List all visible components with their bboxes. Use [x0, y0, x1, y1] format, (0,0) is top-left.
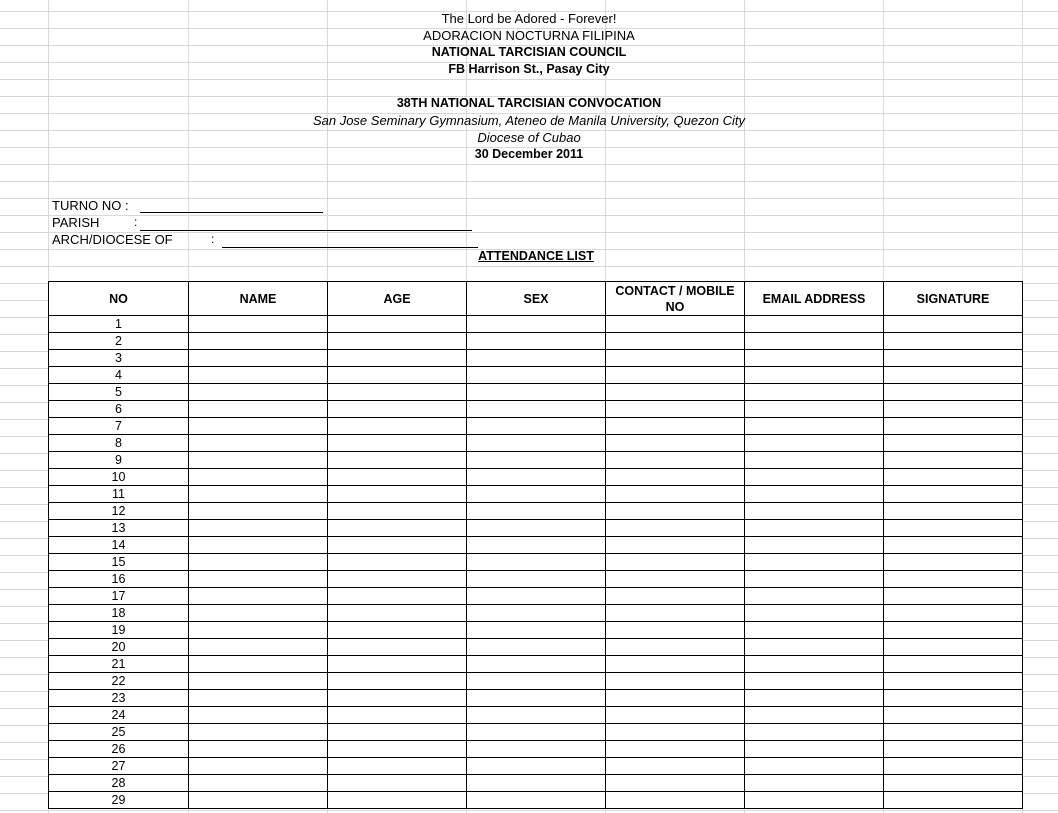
signature-cell[interactable] [884, 401, 1023, 418]
age-cell[interactable] [328, 639, 467, 656]
sex-cell[interactable] [467, 724, 606, 741]
sex-cell[interactable] [467, 503, 606, 520]
row-number: 18 [49, 605, 189, 622]
name-cell[interactable] [189, 571, 328, 588]
email-cell[interactable] [745, 435, 884, 452]
table-row [49, 554, 1023, 571]
signature-cell[interactable] [884, 520, 1023, 537]
table-row [49, 418, 1023, 435]
turno-field-line[interactable] [140, 212, 323, 213]
table-row [49, 435, 1023, 452]
contact-cell[interactable] [606, 622, 745, 639]
email-cell[interactable] [745, 741, 884, 758]
contact-cell[interactable] [606, 469, 745, 486]
sex-cell[interactable] [467, 622, 606, 639]
name-cell[interactable] [189, 639, 328, 656]
email-cell[interactable] [745, 350, 884, 367]
contact-cell[interactable] [606, 503, 745, 520]
row-number: 9 [49, 452, 189, 469]
sex-cell[interactable] [467, 656, 606, 673]
age-cell[interactable] [328, 622, 467, 639]
email-cell[interactable] [745, 673, 884, 690]
contact-cell[interactable] [606, 316, 745, 333]
contact-cell[interactable] [606, 656, 745, 673]
sex-cell[interactable] [467, 775, 606, 792]
row-number: 6 [49, 401, 189, 418]
table-row [49, 316, 1023, 333]
table-row [49, 741, 1023, 758]
row-number: 14 [49, 537, 189, 554]
name-cell[interactable] [189, 316, 328, 333]
contact-cell[interactable] [606, 792, 745, 809]
contact-cell[interactable] [606, 605, 745, 622]
signature-cell[interactable] [884, 418, 1023, 435]
age-cell[interactable] [328, 367, 467, 384]
sex-cell[interactable] [467, 707, 606, 724]
name-cell[interactable] [189, 622, 328, 639]
email-cell[interactable] [745, 792, 884, 809]
row-number: 16 [49, 571, 189, 588]
email-cell[interactable] [745, 622, 884, 639]
sex-cell[interactable] [467, 741, 606, 758]
sex-cell[interactable] [467, 469, 606, 486]
age-cell[interactable] [328, 384, 467, 401]
signature-cell[interactable] [884, 775, 1023, 792]
age-cell[interactable] [328, 554, 467, 571]
email-cell[interactable] [745, 775, 884, 792]
name-cell[interactable] [189, 588, 328, 605]
diocese-colon: : [211, 232, 215, 246]
table-row [49, 673, 1023, 690]
name-cell[interactable] [189, 486, 328, 503]
sex-cell[interactable] [467, 571, 606, 588]
age-cell[interactable] [328, 707, 467, 724]
row-number: 19 [49, 622, 189, 639]
name-cell[interactable] [189, 775, 328, 792]
signature-cell[interactable] [884, 367, 1023, 384]
contact-cell[interactable] [606, 401, 745, 418]
name-cell[interactable] [189, 350, 328, 367]
age-cell[interactable] [328, 605, 467, 622]
sex-cell[interactable] [467, 367, 606, 384]
sex-cell[interactable] [467, 384, 606, 401]
signature-cell[interactable] [884, 554, 1023, 571]
signature-cell[interactable] [884, 690, 1023, 707]
name-cell[interactable] [189, 503, 328, 520]
table-row [49, 333, 1023, 350]
header-no: NO [49, 282, 189, 316]
row-number: 17 [49, 588, 189, 605]
age-cell[interactable] [328, 537, 467, 554]
table-row [49, 401, 1023, 418]
age-cell[interactable] [328, 690, 467, 707]
signature-cell[interactable] [884, 792, 1023, 809]
header-organization: ADORACION NOCTURNA FILIPINA [423, 28, 635, 43]
row-number: 4 [49, 367, 189, 384]
contact-cell[interactable] [606, 758, 745, 775]
table-row [49, 656, 1023, 673]
row-number: 29 [49, 792, 189, 809]
age-cell[interactable] [328, 469, 467, 486]
name-cell[interactable] [189, 707, 328, 724]
name-cell[interactable] [189, 656, 328, 673]
row-number: 13 [49, 520, 189, 537]
contact-cell[interactable] [606, 452, 745, 469]
name-cell[interactable] [189, 469, 328, 486]
age-cell[interactable] [328, 656, 467, 673]
signature-cell[interactable] [884, 384, 1023, 401]
event-venue: San Jose Seminary Gymnasium, Ateneo de Manila University, Quezon City [312, 113, 746, 128]
contact-cell[interactable] [606, 554, 745, 571]
event-date: 30 December 2011 [474, 147, 584, 161]
signature-cell[interactable] [884, 503, 1023, 520]
sex-cell[interactable] [467, 316, 606, 333]
row-number: 8 [49, 435, 189, 452]
row-number: 11 [49, 486, 189, 503]
age-cell[interactable] [328, 486, 467, 503]
event-diocese: Diocese of Cubao [477, 130, 581, 145]
header-address: FB Harrison St., Pasay City [448, 62, 610, 76]
email-cell[interactable] [745, 724, 884, 741]
age-cell[interactable] [328, 401, 467, 418]
table-row [49, 537, 1023, 554]
name-cell[interactable] [189, 333, 328, 350]
table-row [49, 690, 1023, 707]
email-cell[interactable] [745, 605, 884, 622]
email-cell[interactable] [745, 384, 884, 401]
age-cell[interactable] [328, 571, 467, 588]
signature-cell[interactable] [884, 724, 1023, 741]
name-cell[interactable] [189, 537, 328, 554]
contact-cell[interactable] [606, 741, 745, 758]
name-cell[interactable] [189, 605, 328, 622]
age-cell[interactable] [328, 724, 467, 741]
sex-cell[interactable] [467, 639, 606, 656]
signature-cell[interactable] [884, 639, 1023, 656]
name-cell[interactable] [189, 435, 328, 452]
sex-cell[interactable] [467, 605, 606, 622]
contact-cell[interactable] [606, 724, 745, 741]
header-council: NATIONAL TARCISIAN COUNCIL [431, 45, 627, 59]
table-row [49, 639, 1023, 656]
contact-cell[interactable] [606, 673, 745, 690]
header-age: AGE [328, 282, 467, 316]
table-header-row [49, 282, 1023, 316]
sex-cell[interactable] [467, 673, 606, 690]
sex-cell[interactable] [467, 520, 606, 537]
parish-colon: : [134, 215, 138, 229]
age-cell[interactable] [328, 503, 467, 520]
sex-cell[interactable] [467, 435, 606, 452]
age-cell[interactable] [328, 333, 467, 350]
table-row [49, 775, 1023, 792]
contact-cell[interactable] [606, 588, 745, 605]
row-number: 28 [49, 775, 189, 792]
table-row [49, 758, 1023, 775]
contact-cell[interactable] [606, 350, 745, 367]
sex-cell[interactable] [467, 690, 606, 707]
signature-cell[interactable] [884, 758, 1023, 775]
row-number: 1 [49, 316, 189, 333]
table-row [49, 520, 1023, 537]
name-cell[interactable] [189, 401, 328, 418]
email-cell[interactable] [745, 554, 884, 571]
contact-cell[interactable] [606, 384, 745, 401]
email-cell[interactable] [745, 401, 884, 418]
email-cell[interactable] [745, 656, 884, 673]
attendance-list-title: ATTENDANCE LIST [478, 249, 594, 263]
table-row [49, 571, 1023, 588]
table-row [49, 622, 1023, 639]
age-cell[interactable] [328, 792, 467, 809]
sex-cell[interactable] [467, 537, 606, 554]
email-cell[interactable] [745, 452, 884, 469]
age-cell[interactable] [328, 452, 467, 469]
attendance-table [48, 281, 1023, 809]
row-number: 26 [49, 741, 189, 758]
row-number: 7 [49, 418, 189, 435]
name-cell[interactable] [189, 792, 328, 809]
row-number: 10 [49, 469, 189, 486]
age-cell[interactable] [328, 673, 467, 690]
email-cell[interactable] [745, 333, 884, 350]
contact-cell[interactable] [606, 367, 745, 384]
header-name: NAME [189, 282, 328, 316]
table-row [49, 605, 1023, 622]
signature-cell[interactable] [884, 622, 1023, 639]
table-row [49, 792, 1023, 809]
signature-cell[interactable] [884, 741, 1023, 758]
signature-cell[interactable] [884, 571, 1023, 588]
contact-cell[interactable] [606, 775, 745, 792]
name-cell[interactable] [189, 452, 328, 469]
row-number: 27 [49, 758, 189, 775]
contact-cell[interactable] [606, 707, 745, 724]
table-row [49, 350, 1023, 367]
row-number: 23 [49, 690, 189, 707]
header-sex: SEX [467, 282, 606, 316]
diocese-field-line[interactable] [222, 247, 478, 248]
email-cell[interactable] [745, 418, 884, 435]
turno-label: TURNO NO : [52, 198, 129, 213]
sex-cell[interactable] [467, 418, 606, 435]
sex-cell[interactable] [467, 350, 606, 367]
table-row [49, 367, 1023, 384]
signature-cell[interactable] [884, 605, 1023, 622]
signature-cell[interactable] [884, 333, 1023, 350]
age-cell[interactable] [328, 758, 467, 775]
row-number: 24 [49, 707, 189, 724]
header-signature: SIGNATURE [884, 282, 1023, 316]
row-number: 20 [49, 639, 189, 656]
sex-cell[interactable] [467, 333, 606, 350]
name-cell[interactable] [189, 673, 328, 690]
signature-cell[interactable] [884, 486, 1023, 503]
email-cell[interactable] [745, 690, 884, 707]
table-row [49, 384, 1023, 401]
name-cell[interactable] [189, 554, 328, 571]
row-number: 5 [49, 384, 189, 401]
signature-cell[interactable] [884, 452, 1023, 469]
header-email: EMAIL ADDRESS [745, 282, 884, 316]
age-cell[interactable] [328, 418, 467, 435]
sex-cell[interactable] [467, 758, 606, 775]
table-row [49, 707, 1023, 724]
signature-cell[interactable] [884, 673, 1023, 690]
email-cell[interactable] [745, 758, 884, 775]
name-cell[interactable] [189, 367, 328, 384]
email-cell[interactable] [745, 707, 884, 724]
sex-cell[interactable] [467, 486, 606, 503]
signature-cell[interactable] [884, 588, 1023, 605]
contact-cell[interactable] [606, 418, 745, 435]
row-number: 25 [49, 724, 189, 741]
age-cell[interactable] [328, 350, 467, 367]
signature-cell[interactable] [884, 316, 1023, 333]
parish-label: PARISH [52, 215, 100, 230]
name-cell[interactable] [189, 418, 328, 435]
table-row [49, 588, 1023, 605]
age-cell[interactable] [328, 741, 467, 758]
contact-cell[interactable] [606, 486, 745, 503]
signature-cell[interactable] [884, 350, 1023, 367]
name-cell[interactable] [189, 384, 328, 401]
contact-cell[interactable] [606, 333, 745, 350]
contact-cell[interactable] [606, 537, 745, 554]
sex-cell[interactable] [467, 588, 606, 605]
age-cell[interactable] [328, 316, 467, 333]
table-row [49, 469, 1023, 486]
email-cell[interactable] [745, 520, 884, 537]
email-cell[interactable] [745, 316, 884, 333]
row-number: 2 [49, 333, 189, 350]
diocese-label: ARCH/DIOCESE OF [52, 232, 173, 247]
signature-cell[interactable] [884, 656, 1023, 673]
email-cell[interactable] [745, 486, 884, 503]
email-cell[interactable] [745, 588, 884, 605]
table-row [49, 486, 1023, 503]
header-contact: CONTACT / MOBILE NO [606, 282, 745, 316]
name-cell[interactable] [189, 741, 328, 758]
email-cell[interactable] [745, 503, 884, 520]
contact-cell[interactable] [606, 435, 745, 452]
name-cell[interactable] [189, 724, 328, 741]
sex-cell[interactable] [467, 792, 606, 809]
sex-cell[interactable] [467, 401, 606, 418]
signature-cell[interactable] [884, 469, 1023, 486]
row-number: 22 [49, 673, 189, 690]
table-row [49, 724, 1023, 741]
name-cell[interactable] [189, 520, 328, 537]
table-row [49, 503, 1023, 520]
sex-cell[interactable] [467, 452, 606, 469]
header-motto: The Lord be Adored - Forever! [441, 11, 617, 26]
email-cell[interactable] [745, 367, 884, 384]
email-cell[interactable] [745, 571, 884, 588]
row-number: 3 [49, 350, 189, 367]
contact-cell[interactable] [606, 639, 745, 656]
age-cell[interactable] [328, 588, 467, 605]
age-cell[interactable] [328, 520, 467, 537]
row-number: 21 [49, 656, 189, 673]
age-cell[interactable] [328, 435, 467, 452]
row-number: 12 [49, 503, 189, 520]
name-cell[interactable] [189, 758, 328, 775]
contact-cell[interactable] [606, 690, 745, 707]
email-cell[interactable] [745, 469, 884, 486]
parish-field-line[interactable] [140, 230, 472, 231]
signature-cell[interactable] [884, 435, 1023, 452]
table-row [49, 452, 1023, 469]
sex-cell[interactable] [467, 554, 606, 571]
email-cell[interactable] [745, 537, 884, 554]
signature-cell[interactable] [884, 537, 1023, 554]
event-title: 38TH NATIONAL TARCISIAN CONVOCATION [396, 96, 662, 110]
row-number: 15 [49, 554, 189, 571]
age-cell[interactable] [328, 775, 467, 792]
signature-cell[interactable] [884, 707, 1023, 724]
email-cell[interactable] [745, 639, 884, 656]
contact-cell[interactable] [606, 520, 745, 537]
contact-cell[interactable] [606, 571, 745, 588]
name-cell[interactable] [189, 690, 328, 707]
